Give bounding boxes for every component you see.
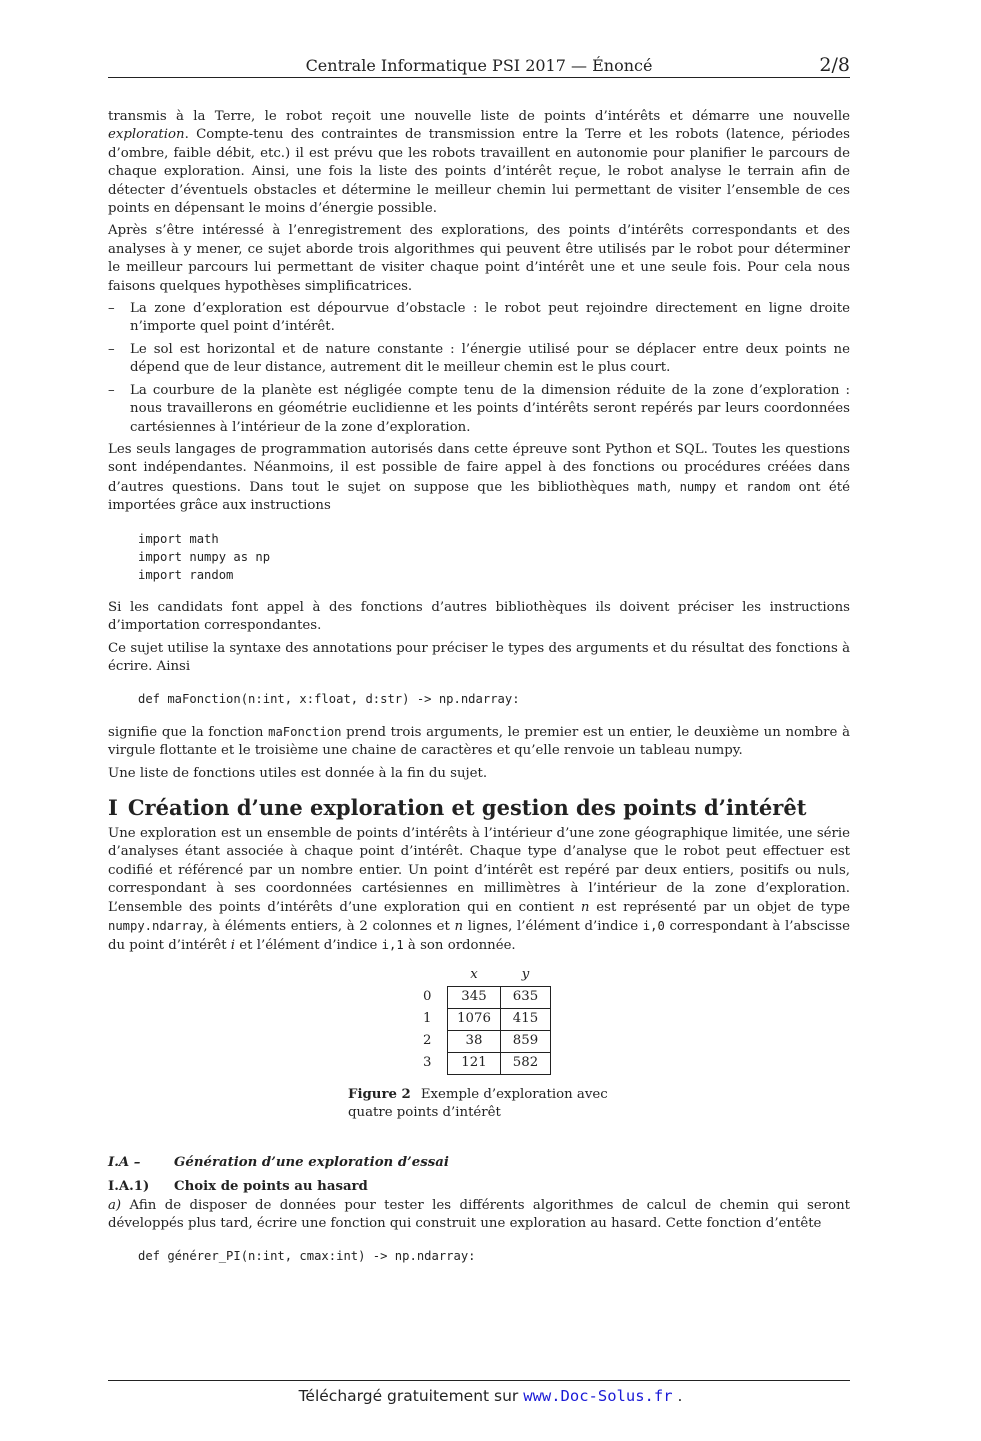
cell-y: 415 bbox=[501, 1008, 551, 1030]
figure-table-wrap bbox=[423, 964, 551, 1075]
subsection-title: Génération d’une exploration d’essai bbox=[174, 1154, 449, 1170]
inline-code: i,0 bbox=[642, 919, 665, 934]
cell-x: 38 bbox=[448, 1030, 501, 1052]
text-run: ont été importées grâce aux instructions bbox=[108, 479, 850, 514]
italic-text: a) bbox=[108, 1197, 122, 1213]
subsection-label: I.A – bbox=[108, 1154, 141, 1170]
text-run: lignes, l’élément d’indice bbox=[463, 919, 643, 935]
text-run: , bbox=[666, 479, 680, 495]
cell-y: 859 bbox=[501, 1030, 551, 1052]
table-row bbox=[423, 1052, 551, 1074]
figure-caption-text: Exemple d’exploration avec quatre points d’intérêt bbox=[348, 1086, 608, 1121]
question-label: I.A.1) bbox=[108, 1179, 150, 1195]
figure-caption bbox=[348, 1086, 628, 1123]
figure bbox=[108, 964, 850, 1146]
header-title: Centrale Informatique PSI 2017 — Énoncé bbox=[305, 56, 653, 75]
text-run: signifie que la fonction bbox=[108, 724, 269, 740]
inline-code: i,1 bbox=[381, 938, 404, 953]
cell-x: 345 bbox=[448, 986, 501, 1008]
text-run: à son ordonnée. bbox=[403, 938, 516, 954]
inline-code: numpy bbox=[679, 479, 717, 494]
italic-text: i bbox=[230, 938, 236, 954]
paragraph bbox=[108, 723, 850, 761]
cell-x: 121 bbox=[448, 1052, 501, 1074]
list-item bbox=[108, 382, 850, 437]
paragraph bbox=[108, 222, 850, 296]
table-row bbox=[423, 1008, 551, 1030]
row-index: 2 bbox=[423, 1033, 432, 1049]
paragraph bbox=[108, 640, 850, 677]
page-header bbox=[108, 54, 850, 76]
table-row bbox=[423, 986, 551, 1008]
inline-code: numpy.ndarray bbox=[108, 919, 204, 934]
italic-text: n bbox=[454, 919, 464, 935]
section-heading bbox=[108, 795, 850, 821]
text-run: Une exploration est un ensemble de points d’intérêts à l’intérieur d’une zone géographique limitée, une série d’analyses étant associée à chaque point d’intérêt. Chaque type d’analyse que le robot peut effectuer est codifié et référencé par un nombre entier. Un point d’intérêt est repéré par deux entiers, positifs ou nuls, correspondant à ses coordonnées cartésiennes en millimètres à l’intérieur de la zone d’exploration. L’ensemble des points d’intérêts d’une exploration qui en contient bbox=[108, 826, 850, 915]
bullet-dash: – bbox=[108, 341, 115, 357]
document-body bbox=[108, 108, 850, 1280]
footer-link[interactable]: www.Doc-Solus.fr bbox=[523, 1387, 673, 1405]
column-header-x: x bbox=[470, 966, 478, 982]
cell-y: 582 bbox=[501, 1052, 551, 1074]
list-item-text: La zone d’exploration est dépourvue d’obstacle : le robot peut rejoindre directement en ligne droite n’importe quel point d’intérêt. bbox=[130, 301, 850, 335]
page-footer bbox=[0, 1387, 981, 1405]
text-run: Si les candidats font appel à des fonctions d’autres bibliothèques ils doivent préciser les instructions d’importation correspondantes. bbox=[108, 599, 850, 634]
text-run: et l’élément d’indice bbox=[235, 938, 382, 954]
question-title: Choix de points au hasard bbox=[174, 1179, 368, 1195]
text-run: correspondant à l’abscisse du point d’intérêt bbox=[108, 919, 850, 954]
text-run: transmis à la Terre, le robot reçoit une nouvelle liste de points d’intérêts et démarre une nouvelle bbox=[108, 109, 850, 124]
cell-y: 635 bbox=[501, 986, 551, 1008]
bullet-dash: – bbox=[108, 301, 115, 317]
cell-x: 1076 bbox=[448, 1008, 501, 1030]
text-run: prend trois arguments, le premier est un entier, le deuxième un nombre à virgule flottante et le troisième une chaine de caractères et qu’elle renvoie un tableau numpy. bbox=[108, 724, 850, 759]
italic-text: n bbox=[580, 899, 590, 915]
code-block: def générer_PI(n:int, cmax:int) -> np.ndarray: bbox=[138, 1249, 476, 1264]
code-block: def maFonction(n:int, x:float, d:str) -> np.ndarray: bbox=[138, 692, 520, 707]
header-rule bbox=[108, 77, 850, 78]
list-item bbox=[108, 341, 850, 378]
table-header-row bbox=[423, 964, 551, 987]
text-run: Après s’être intéressé à l’enregistrement des explorations, des points d’intérêts correspondants et des analyses à y mener, ce sujet aborde trois algorithmes qui peuvent être utilisés par le robot pour déterminer le meilleur parcours lui permettant de visiter chaque point d’intérêt une et une seule fois. Pour cela nous faisons quelques hypothèses simplificatrices. bbox=[108, 223, 850, 294]
inline-code: math bbox=[637, 479, 667, 494]
footer-text: Téléchargé gratuitement sur bbox=[298, 1387, 524, 1405]
page-number: 2/8 bbox=[819, 54, 850, 76]
section-title: Création d’une exploration et gestion des points d’intérêt bbox=[127, 795, 807, 820]
list-item-text: Le sol est horizontal et de nature constante : l’énergie utilisé pour se déplacer entre deux points ne dépend que de leur distance, autrement dit le meilleur chemin est le plus court. bbox=[130, 341, 850, 376]
row-index: 1 bbox=[423, 1011, 432, 1027]
paragraph bbox=[108, 825, 850, 956]
question-heading bbox=[108, 1178, 850, 1196]
inline-code: random bbox=[746, 479, 791, 494]
footer-end: . bbox=[672, 1387, 683, 1405]
text-run: . Compte-tenu des contraintes de transmission entre la Terre et les robots (latence, périodes d’ombre, faible débit, etc.) il est prévu que les robots travaillent en autonomie pour planifier le parcours de chaque exploration. Ainsi, une fois la liste des points d’intérêt reçue, le robot analyse le terrain afin de détecter d’éventuels obstacles et détermine le meilleur chemin lui permettant de visiter l’ensemble de ces points en dépensant le moins d’énergie possible. bbox=[108, 127, 850, 217]
text-run: Afin de disposer de données pour tester les différents algorithmes de calcul de chemin qui seront développés plus tard, écrire une fonction qui construit une exploration au hasard. Cette fonction d’entête bbox=[108, 1197, 850, 1232]
text-run: , à éléments entiers, à 2 colonnes et bbox=[203, 919, 455, 935]
inline-code: maFonction bbox=[268, 724, 342, 739]
list-item-text: La courbure de la planète est négligée compte tenu de la dimension réduite de la zone d’exploration : nous travaillerons en géométrie euclidienne et les points d’intérêts seront repérés par leurs coordonnées cartésiennes à l’intérieur de la zone d’exploration. bbox=[130, 382, 850, 435]
section-number: I bbox=[108, 795, 118, 820]
text-run: est représenté par un objet de type bbox=[589, 899, 850, 915]
paragraph bbox=[108, 108, 850, 218]
list-item bbox=[108, 300, 850, 337]
paragraph bbox=[108, 765, 850, 783]
paragraph bbox=[108, 441, 850, 516]
text-run: Ce sujet utilise la syntaxe des annotations pour préciser le types des arguments et du résultat des fonctions à écrire. Ainsi bbox=[108, 640, 850, 674]
subsection-heading bbox=[108, 1154, 850, 1172]
paragraph bbox=[108, 1197, 850, 1234]
text-run: Les seuls langages de programmation autorisés dans cette épreuve sont Python et SQL. Toutes les questions sont indépendantes. Néanmoins, il est possible de faire appel à des fonctions ou procédures créées dans d’autres questions. Dans tout le sujet on suppose que les bibliothèques bbox=[108, 441, 850, 495]
paragraph bbox=[108, 599, 850, 636]
row-index: 3 bbox=[423, 1055, 432, 1071]
text-run: Une liste de fonctions utiles est donnée à la fin du sujet. bbox=[108, 765, 488, 781]
italic-text: exploration bbox=[108, 127, 185, 143]
footer-rule bbox=[108, 1380, 850, 1381]
column-header-y: y bbox=[521, 966, 530, 982]
code-block: import math import numpy as np import random bbox=[138, 531, 271, 583]
figure-label: Figure 2 bbox=[348, 1086, 411, 1102]
points-table bbox=[423, 964, 551, 1075]
text-run: et bbox=[716, 479, 747, 495]
bullet-dash: – bbox=[108, 382, 115, 398]
table-row bbox=[423, 1030, 551, 1052]
row-index: 0 bbox=[423, 989, 432, 1005]
